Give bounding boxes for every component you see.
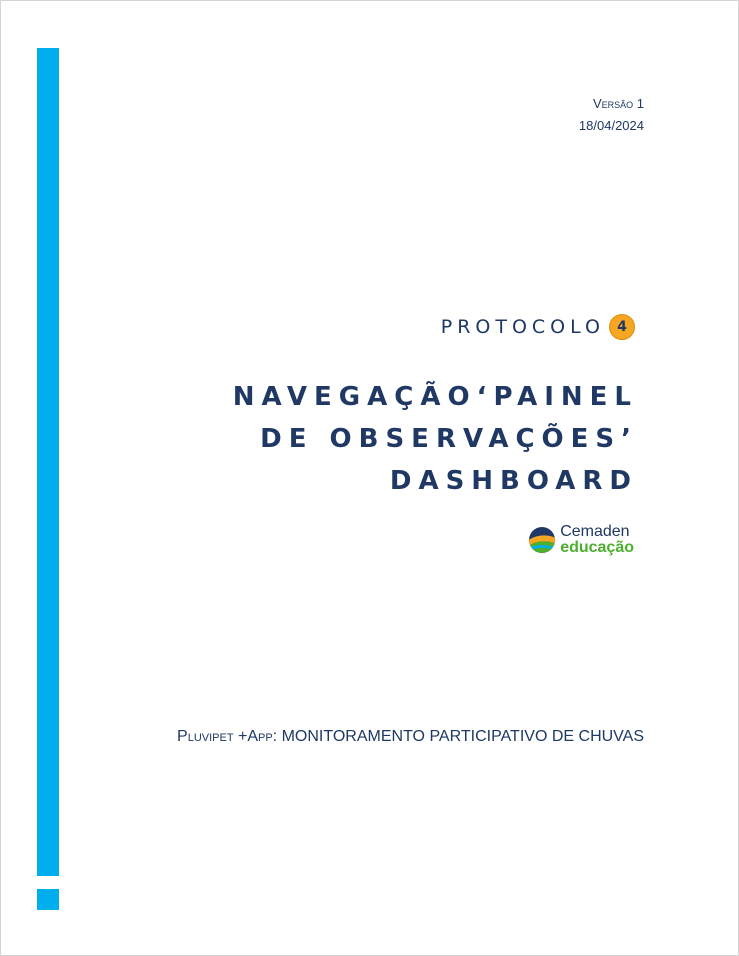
protocol-label: PROTOCOLO [440, 316, 605, 338]
title-line-3: DASHBOARD [389, 466, 638, 496]
version-label: Versão 1 [592, 96, 644, 111]
protocol-number-badge: 4 [609, 314, 635, 340]
subtitle-app-name: Pluvipet +App: [177, 728, 278, 745]
title-line-1: NAVEGAÇÃO‘PAINEL [232, 382, 638, 412]
logo-text-bottom: educação [560, 539, 634, 556]
accent-side-bar [37, 48, 59, 876]
cemaden-logo-icon [528, 526, 556, 554]
document-meta [579, 93, 644, 137]
document-subtitle [177, 728, 644, 746]
document-title [233, 376, 638, 502]
subtitle-description: MONITORAMENTO PARTICIPATIVO DE CHUVAS [277, 728, 644, 745]
document-date: 18/04/2024 [578, 118, 644, 133]
title-line-2: DE OBSERVAÇÕES’ [260, 424, 638, 454]
logo-text-top: Cemaden [560, 523, 630, 540]
protocol-heading [441, 314, 635, 340]
accent-side-bar-tail [37, 889, 59, 910]
cemaden-logo [528, 524, 634, 556]
logo-text [560, 524, 634, 556]
